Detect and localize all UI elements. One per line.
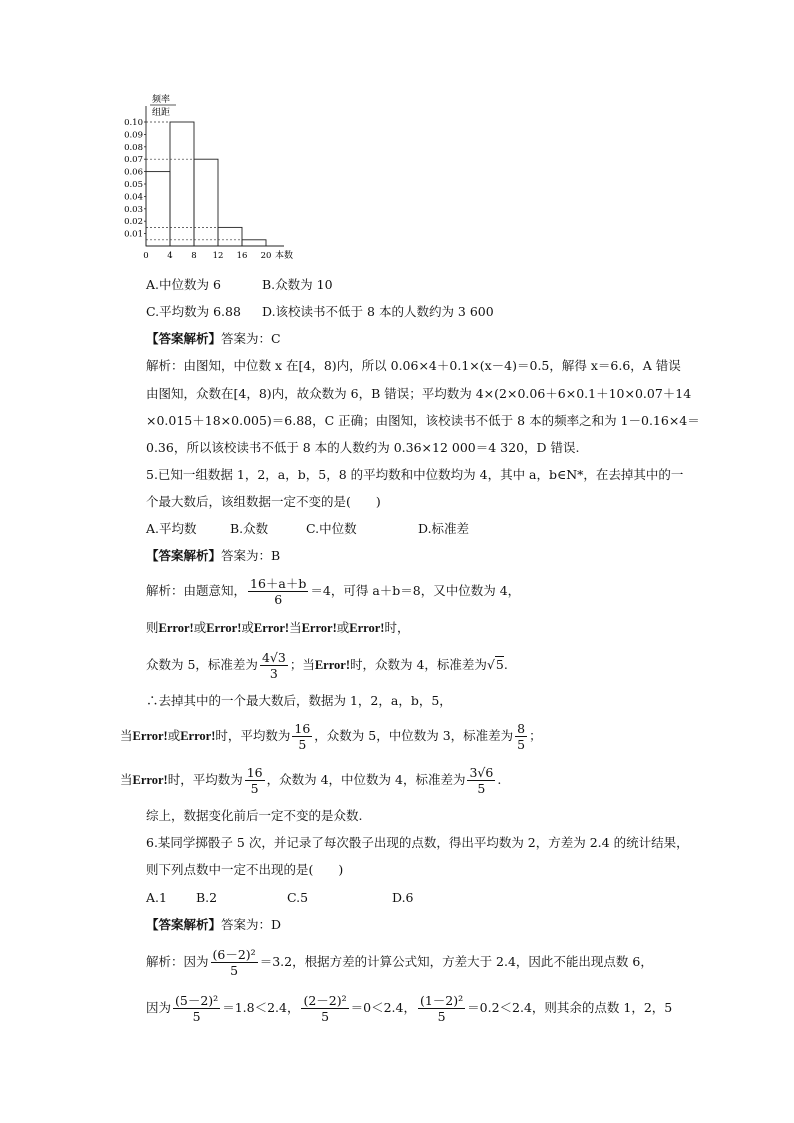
fraction — [248, 576, 308, 607]
numerator: 4√3 — [261, 650, 286, 665]
q6-analysis-line-2 — [146, 990, 672, 1026]
text: ＝0.2＜2.4，则其余的点数 1，2，5 — [467, 1000, 673, 1015]
q5-analysis-line-2 — [146, 619, 409, 637]
numerator: (1－2)² — [419, 993, 464, 1008]
x-tick-label: 16 — [236, 251, 248, 261]
text: 或 — [336, 620, 350, 635]
denominator: 5 — [321, 1009, 330, 1024]
text: 解析：因为 — [146, 954, 209, 969]
fraction — [515, 721, 527, 752]
text: 或 — [241, 620, 254, 635]
error-field: Error! — [349, 621, 385, 635]
q6-option-d: D.6 — [392, 890, 414, 905]
y-tick-label: 0.01 — [124, 229, 143, 240]
answer-text: 答案为：C — [221, 331, 281, 346]
text: ，众数为 4，中位数为 4，标准差为 — [266, 772, 466, 787]
sqrt-radicand: 5 — [495, 657, 504, 672]
answer-label: 【答案解析】 — [146, 331, 222, 346]
text: ＝4，可得 a＋b＝8，又中位数为 4， — [310, 583, 521, 598]
denominator: 5 — [477, 781, 486, 796]
histogram-bar — [146, 172, 170, 246]
text: 当 — [289, 620, 302, 635]
q6-option-b: B.2 — [196, 890, 218, 905]
denominator: 5 — [192, 1009, 201, 1024]
q5-option-a: A.平均数 — [146, 521, 197, 536]
q5-analysis-line-7: 综上，数据变化前后一定不变的是众数. — [146, 808, 363, 823]
fraction — [211, 947, 258, 978]
error-field: Error! — [132, 729, 168, 743]
text: 当 — [120, 772, 133, 787]
fraction — [173, 993, 220, 1024]
error-field: Error! — [180, 729, 216, 743]
q5-stem-line-2: 个最大数后，该组数据一定不变的是( ) — [146, 494, 381, 509]
fraction — [260, 650, 288, 681]
fraction — [418, 993, 465, 1024]
y-tick-label: 0.06 — [124, 167, 143, 178]
text: ； — [529, 728, 542, 743]
text: 时，平均数为 — [167, 772, 243, 787]
q5-stem-line-1: 5.已知一组数据 1，2，a，b，5，8 的平均数和中位数均为 4，其中 a，b∈N*，在去掉其中的一 — [146, 467, 684, 482]
denominator: 3 — [269, 666, 278, 681]
error-field: Error! — [206, 621, 242, 635]
q4-option-b: B.众数为 10 — [262, 277, 333, 292]
q5-answer — [146, 547, 280, 565]
text: 则 — [146, 620, 159, 635]
answer-text: 答案为：B — [221, 548, 281, 563]
q5-option-b: B.众数 — [230, 521, 269, 536]
text: ；当 — [289, 657, 315, 672]
y-tick-label: 0.08 — [124, 142, 143, 153]
q4-option-c: C.平均数为 6.88 — [146, 304, 241, 319]
q4-answer — [146, 330, 281, 348]
numerator: 16 — [294, 721, 311, 736]
q5-analysis-line-4: ∴去掉其中的一个最大数后，数据为 1，2，a，b，5， — [146, 693, 452, 708]
denominator: 5 — [437, 1009, 446, 1024]
y-axis-label-numerator: 频率 — [152, 95, 171, 105]
q5-analysis-line-3: 众数为 5，标准差为 $\frac{4√3}{3}$ ；当Error!时，众数为 4，标准差为√5. — [146, 650, 508, 681]
numerator: (5－2)² — [175, 993, 219, 1008]
q5-analysis-line-6 — [120, 762, 501, 798]
x-tick-label: 8 — [191, 251, 197, 261]
text: . — [503, 657, 508, 672]
q4-analysis-line-2: 由图知，众数在[4，8)内，故众数为 6，B 错误；平均数为 4×(2×0.06＋6×0.1＋10×0.07＋14 — [146, 386, 692, 401]
x-tick-label: 20 — [260, 251, 272, 261]
fraction — [245, 765, 265, 796]
x-tick-label: 12 — [212, 251, 224, 261]
y-tick-label: 0.03 — [124, 204, 143, 215]
q5-option-d: D.标准差 — [418, 521, 470, 536]
error-field: Error! — [132, 773, 168, 787]
x-tick-label: 4 — [167, 251, 173, 261]
text: 因为 — [146, 1000, 172, 1015]
text: ＝3.2，根据方差的计算公式知，方差大于 2.4，因此不能出现点数 6， — [259, 954, 653, 969]
error-field: Error! — [253, 621, 290, 635]
text: ＝0＜2.4， — [350, 1000, 416, 1015]
text: 解析：由题意知， — [146, 583, 247, 598]
text: ＝1.8＜2.4， — [222, 1000, 300, 1015]
histogram-bar — [218, 227, 242, 246]
frequency-histogram — [118, 92, 298, 267]
answer-label: 【答案解析】 — [146, 917, 222, 932]
q4-option-d: D.该校读书不低于 8 本的人数约为 3 600 — [262, 304, 494, 319]
text: . — [497, 772, 502, 787]
numerator: (6－2)² — [212, 947, 256, 962]
q6-analysis-line-1 — [146, 944, 653, 980]
q6-stem-line-1: 6.某同学掷骰子 5 次，并记录了每次骰子出现的点数，得出平均数为 2，方差为 2.4 的统计结果， — [146, 835, 689, 850]
q4-analysis-line-3: ×0.015＋18×0.005)＝6.88，C 正确；由图知，该校读书不低于 8 本的频率之和为 1－0.16×4＝ — [146, 413, 700, 428]
error-field: Error! — [314, 658, 350, 672]
denominator: 5 — [298, 737, 307, 752]
q6-option-a: A.1 — [146, 890, 167, 905]
q5-analysis-line-5 — [120, 718, 542, 754]
text: 时， — [384, 620, 410, 635]
q6-stem-line-2: 则下列点数中一定不出现的是( ) — [146, 862, 344, 877]
q6-option-c: C.5 — [287, 890, 309, 905]
histogram-bar — [242, 240, 266, 246]
y-tick-label: 0.09 — [124, 130, 143, 141]
y-tick-label: 0.05 — [124, 180, 143, 190]
numerator: 16＋a＋b — [250, 576, 307, 591]
text: ，众数为 5，中位数为 3，标准差为 — [314, 728, 514, 743]
q5-analysis-line-1 — [146, 573, 520, 609]
y-tick-label: 0.10 — [124, 118, 143, 128]
numerator: 16 — [246, 765, 263, 780]
y-tick-label: 0.02 — [124, 217, 143, 228]
x-axis-label: 本数 — [275, 251, 294, 261]
numerator: (2－2)² — [303, 993, 347, 1008]
fraction — [292, 721, 312, 752]
x-tick-label: 0 — [143, 251, 149, 261]
histogram-bar — [194, 159, 218, 246]
q4-analysis-line-1: 解析：由图知，中位数 x 在[4，8)内，所以 0.06×4＋0.1×(x－4)＝0.5，解得 x＝6.6，A 错误 — [146, 358, 681, 373]
y-tick-label: 0.07 — [124, 155, 143, 166]
fraction — [301, 993, 348, 1024]
q6-answer — [146, 916, 281, 934]
answer-text: 答案为：D — [221, 917, 282, 932]
y-axis-label-denominator: 组距 — [152, 108, 171, 118]
q5-option-c: C.中位数 — [306, 521, 357, 536]
answer-label: 【答案解析】 — [146, 548, 222, 563]
q4-analysis-line-4: 0.36，所以该校读书不低于 8 本的人数约为 0.36×12 000＝4 320，D 错误. — [146, 440, 580, 455]
error-field: Error! — [301, 621, 337, 635]
denominator: 6 — [274, 592, 283, 607]
numerator: 3√6 — [469, 765, 494, 780]
text: 时，平均数为 — [215, 728, 291, 743]
denominator: 5 — [517, 737, 526, 752]
text: 时，众数为 4，标准差为 — [350, 657, 487, 672]
denominator: 5 — [230, 963, 239, 978]
text: 或 — [167, 728, 181, 743]
q4-option-a: A.中位数为 6 — [146, 277, 221, 292]
error-field: Error! — [158, 621, 194, 635]
denominator: 5 — [250, 781, 259, 796]
numerator: 8 — [517, 721, 526, 736]
fraction — [467, 765, 495, 796]
text: 众数为 5，标准差为 — [146, 657, 258, 672]
text: 当 — [120, 728, 133, 743]
text: 或 — [193, 620, 207, 635]
y-tick-label: 0.04 — [124, 192, 143, 203]
